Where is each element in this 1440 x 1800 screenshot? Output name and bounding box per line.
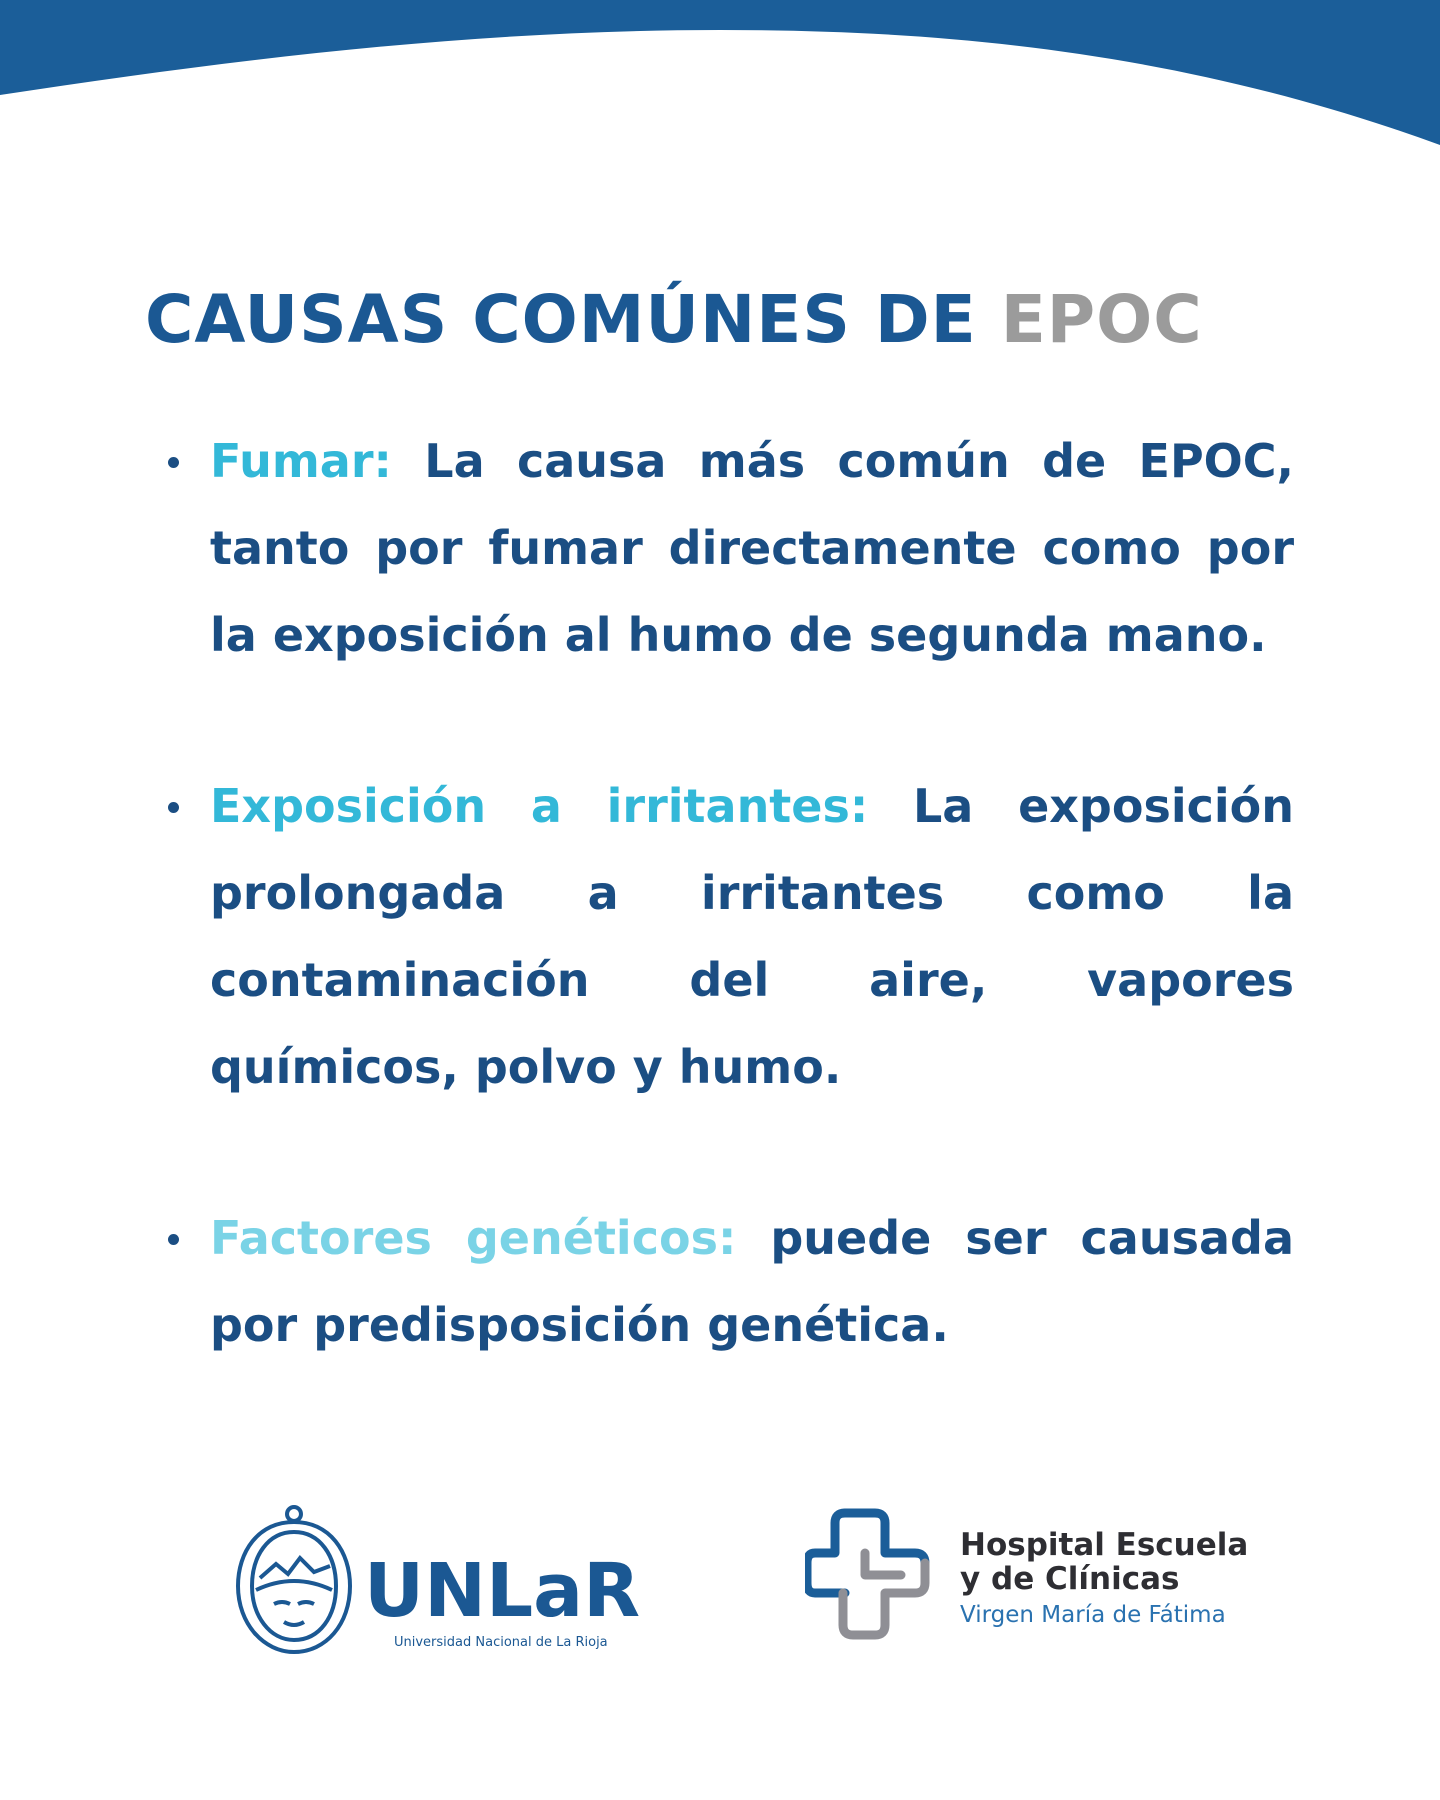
hospital-name-line1: Hospital Escuela [960, 1527, 1249, 1563]
unlar-logo-name: UNLaR [364, 1548, 641, 1634]
causes-list [168, 418, 1294, 1369]
unlar-logo [230, 1500, 660, 1660]
hospital-name-line3: Virgen María de Fátima [960, 1602, 1226, 1628]
cause-description: La exposición prolongada a irritantes como la contaminación del aire, vapores químicos, polvo y humo. [210, 779, 1294, 1094]
cause-item-smoking [168, 418, 1294, 679]
cause-description: puede ser causada por predisposición genética. [210, 1211, 1294, 1352]
medical-cross-icon [805, 1505, 945, 1655]
hospital-logo [805, 1505, 1249, 1655]
cause-description: La causa más común de EPOC, tanto por fumar directamente como por la exposición al humo de segunda mano. [210, 434, 1295, 662]
bullet-icon [168, 1234, 179, 1245]
cause-term: Factores genéticos: [210, 1211, 737, 1265]
page-title [145, 280, 1203, 360]
top-wave-decoration [0, 0, 1440, 160]
title-accent: EPOC [1000, 281, 1203, 358]
cause-term: Fumar: [210, 434, 392, 488]
unlar-emblem-icon [238, 1507, 350, 1652]
bullet-icon [168, 802, 179, 813]
unlar-logo-subtitle: Universidad Nacional de La Rioja [394, 1635, 608, 1650]
hospital-name-line2: y de Clínicas [960, 1561, 1180, 1597]
title-main: CAUSAS COMÚNES DE [145, 281, 1001, 358]
bullet-icon [168, 457, 179, 468]
cause-item-genetics [168, 1195, 1294, 1369]
cause-item-irritants [168, 763, 1294, 1111]
cause-term: Exposición a irritantes: [210, 779, 869, 833]
